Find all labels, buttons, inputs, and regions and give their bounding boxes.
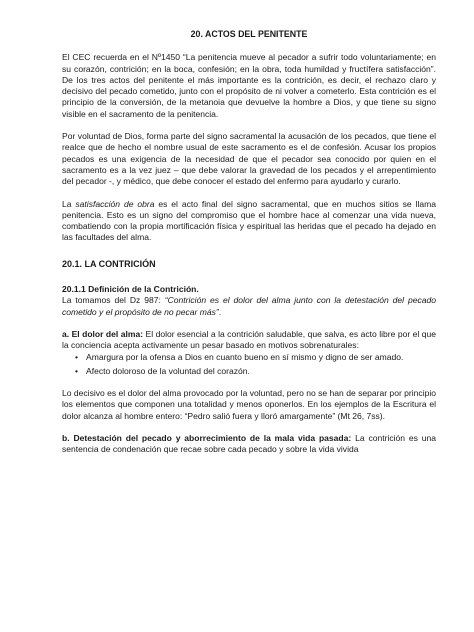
point-a-label: a. El dolor del alma: — [62, 328, 144, 339]
bullet-icon: • — [75, 365, 78, 376]
point-a-text: El dolor esencial a la contrición saludable, que salva, es acto libre por el que la conciencia acepta activamente un pesar basado en motivos sobrenaturales: — [62, 328, 437, 351]
satisfaction-emphasis: satisfacción de obra — [75, 198, 155, 209]
decisive-paragraph: Lo decisivo es el dolor del alma provocado por la voluntad, pero no se han de separar por principio los elementos que componen una totalidad y menos oponerlos. En los ejemplos de la Escritura el dolor alcanza al hombre entero: “Pedro salió fuera y lloró amargamente” (Mt 26, 7ss). — [62, 388, 436, 421]
satisfaction-lead: La — [62, 198, 76, 209]
definition-end: . — [218, 306, 222, 317]
definition-lead: La tomamos del Dz 987: — [62, 295, 165, 306]
point-b-label: b. Detestación del pecado y aborrecimiento de la mala vida pasada: — [62, 433, 352, 444]
point-b-text: La contrición es una sentencia de condenación que recae sobre cada pecado y sobre la vida vivida — [62, 433, 437, 455]
section-heading: 20.1. LA CONTRICIÓN — [62, 258, 156, 269]
point-a-paragraph — [62, 329, 436, 352]
list-item-text: Afecto doloroso de la voluntad del corazón. — [86, 365, 250, 376]
satisfaction-paragraph — [62, 199, 436, 244]
definition-quote: “Contrición es el dolor del alma junto con la detestación del pecado cometido y el propósito de no pecar más” — [62, 295, 436, 317]
subsection-heading: 20.1.1 Definición de la Contrición. — [62, 284, 199, 295]
list-item-text: Amargura por la ofensa a Dios en cuanto bueno en sí mismo y digno de ser amado. — [86, 351, 404, 362]
definition-paragraph — [62, 295, 436, 318]
point-b-paragraph — [62, 433, 436, 456]
list-item — [75, 365, 436, 377]
intro-paragraph: El CEC recuerda en el Nº1450 “La penitencia mueve al pecador a sufrir todo voluntariamente; en su corazón, contrición; en la boca, confesión; en la obra, toda humildad y fructífera satisfacción”. De los tres actos del penitente el más importante es la contrición, es decir, el rechazo claro y decisivo del pecado cometido, junto con el propósito de ni volver a cometerlo. Esta contrición es el principio de la conversión, de la metanoia que devuelve la hombre a Dios, y que tiene su signo visible en el sacramento de la penitencia. — [62, 52, 436, 119]
list-item — [75, 351, 436, 363]
page-title: 20. ACTOS DEL PENITENTE — [190, 29, 308, 39]
confession-paragraph: Por voluntad de Dios, forma parte del signo sacramental la acusación de los pecados, que tiene el realce que de hecho el nombre usual de este sacramento es el de confesión. Acusar los propios pecados es una exigencia de la necesidad de que el pecador sea conocido por quien en el sacramento es a la vez juez – que debe valorar la gravedad de los pecados y el arrepentimiento del pecador -, y médico, que debe conocer el estado del enfermo para ayudarlo y curarlo. — [62, 131, 436, 187]
bullet-icon: • — [75, 351, 78, 362]
bullet-list — [62, 352, 436, 378]
satisfaction-rest: es el acto final del signo sacramental, que en muchos sitios se llama penitencia. Esto es un signo del compromiso que el hombre hace al comenzar una vida nueva, combatiendo con la propia mortificación física y espiritual las heridas que el pecado ha dejado en las facultades del alma. — [62, 198, 436, 243]
